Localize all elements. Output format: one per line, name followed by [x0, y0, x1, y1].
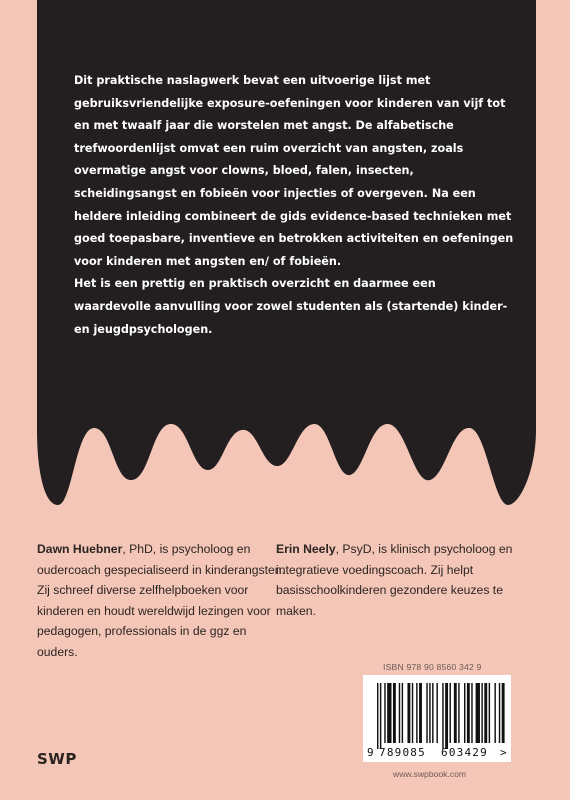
blurb-paragraph-2: Het is een prettig en praktisch overzicht en daarmee een waardevolle aanvulling voor zowel studenten als (startende) kinder- en jeugdpsychologen. [74, 277, 508, 336]
barcode-bar [464, 683, 465, 743]
barcode-bar [499, 683, 500, 743]
barcode [363, 675, 511, 762]
barcode-lead-digit: 9 [367, 746, 374, 759]
author-bio-erin-neely [276, 539, 521, 621]
barcode-bar [402, 683, 403, 743]
barcode-bar [476, 683, 480, 743]
publisher-logo: SWP [37, 750, 77, 768]
barcode-bar [387, 683, 391, 743]
isbn-label: ISBN 978 90 8560 342 9 [383, 662, 482, 672]
barcode-bar [436, 683, 437, 743]
barcode-arrow: > [500, 746, 507, 759]
barcode-bar [454, 683, 457, 743]
barcode-bar [494, 683, 495, 743]
barcode-bar [426, 683, 427, 743]
barcode-bar [393, 683, 396, 743]
barcode-digits [363, 746, 511, 760]
barcode-bar [399, 683, 400, 743]
barcode-bar [471, 683, 472, 743]
barcode-bar [481, 683, 482, 743]
barcode-bars [363, 675, 511, 749]
author-bio-text: , PsyD, is klinisch psycholoog en integratieve voedingscoach. Zij helpt basisschoolkinderen gezondere keuzes te maken. [276, 542, 513, 618]
publisher-website: www.swpbook.com [393, 769, 467, 779]
barcode-bar [416, 683, 417, 743]
barcode-bar [432, 683, 433, 743]
barcode-bar [407, 683, 410, 743]
barcode-bar [419, 683, 422, 743]
barcode-bar [489, 683, 490, 743]
barcode-bar [484, 683, 487, 743]
blurb-text [74, 70, 514, 341]
author-name: Dawn Huebner [37, 542, 123, 556]
barcode-bar [445, 683, 448, 749]
barcode-bar [384, 683, 385, 743]
author-bio-text: , PhD, is psycholoog en oudercoach gespecialiseerd in kinderangsten. Zij schreef diverse zelfhelpboeken voor kinderen en houdt wereldwijd lezingen voor pedagogen, professionals in de ggz en ouders. [37, 542, 285, 659]
author-bio-dawn-huebner [37, 539, 287, 663]
barcode-bar [467, 683, 470, 743]
blurb-paragraph-1: Dit praktische naslagwerk bevat een uitvoerige lijst met gebruiksvriendelijke exposure-oefeningen voor kinderen van vijf tot en met twaalf jaar die worstelen met angst. De alfabetische trefwoordenlijst omvat een ruim overzicht van angsten, zoals overmatige angst voor clowns, bloed, falen, insecten, scheidingsangst en fobieën voor injecties of overgeven. Na een heldere inleiding combineert de gids evidence-based technieken met goed toepasbare, inventieve en betrokken activiteiten en oefeningen voor kinderen met angsten en/ of fobieën. [74, 74, 514, 268]
barcode-bar [502, 683, 505, 743]
barcode-group-1: 789085 [379, 746, 426, 759]
barcode-group-2: 603429 [441, 746, 488, 759]
barcode-bar [450, 683, 451, 743]
barcode-bar [429, 683, 430, 743]
barcode-bar [412, 683, 413, 743]
barcode-bar [442, 683, 443, 749]
barcode-bar [377, 683, 378, 749]
author-name: Erin Neely [276, 542, 336, 556]
barcode-bar [380, 683, 381, 749]
barcode-bar [458, 683, 459, 743]
